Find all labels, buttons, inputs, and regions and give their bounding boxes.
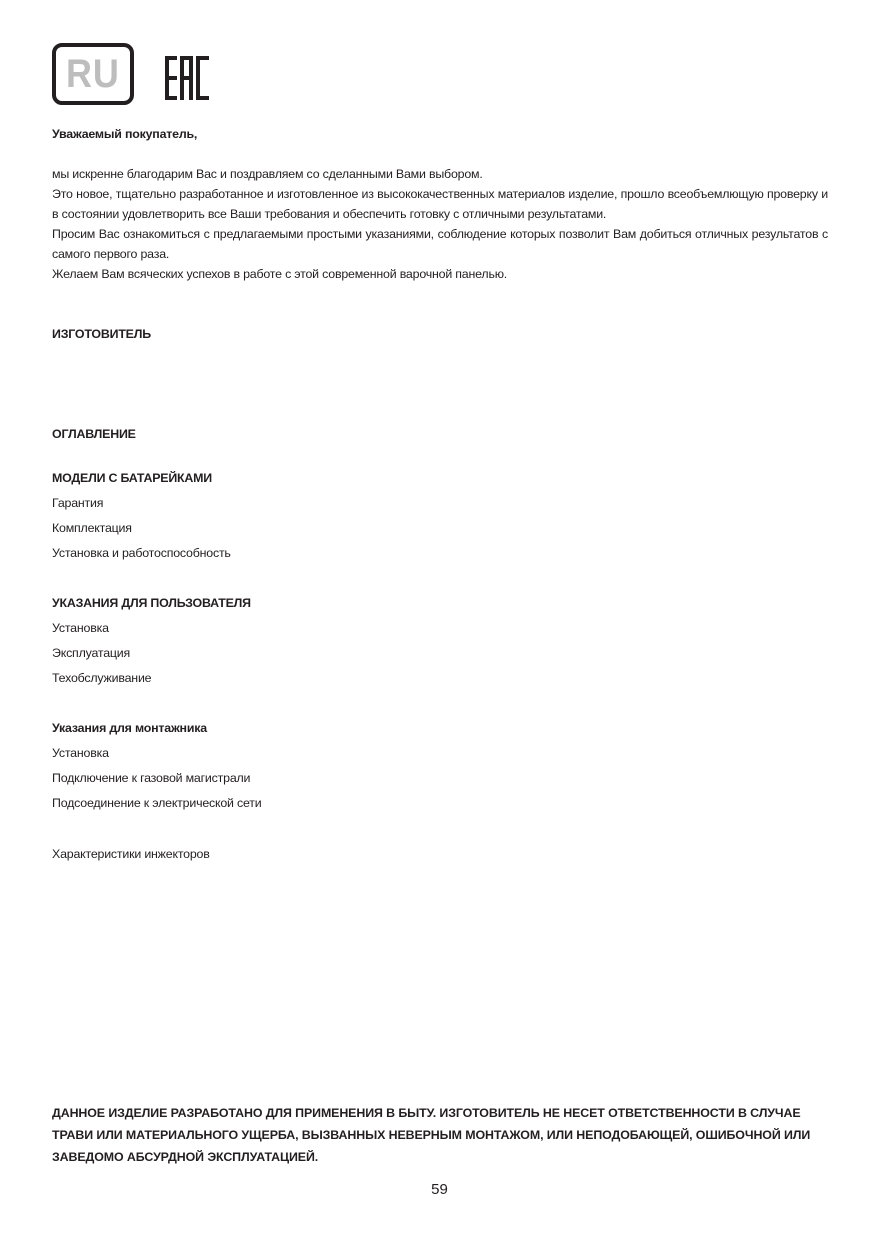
toc-item: Техобслуживание [52,671,152,685]
disclaimer-warning: ДАННОЕ ИЗДЕЛИЕ РАЗРАБОТАНО ДЛЯ ПРИМЕНЕНИЯ В БЫТУ. ИЗГОТОВИТЕЛЬ НЕ НЕСЕТ ОТВЕТСТВЕННОСТИ В СЛУЧАЕ ТРАВИ ИЛИ МАТЕРИАЛЬНОГО УЩЕРБА, ВЫЗВАННЫХ НЕВЕРНЫМ МОНТАЖОМ, ИЛИ НЕПОДОБАЮЩЕЙ, ОШИБОЧНОЙ ИЛИ ЗАВЕДОМО АБСУРДНОЙ ЭКСПЛУАТАЦИЕЙ. [52,1106,811,1164]
intro-text [52,164,828,284]
eac-certification-logo [165,56,209,100]
toc-section [52,593,251,693]
intro-paragraph: мы искренне благодарим Вас и поздравляем со сделанными Вами выбором. [52,167,483,181]
toc-item: Гарантия [52,496,104,510]
intro-paragraph: Желаем Вам всяческих успехов в работе с этой современной варочной панелью. [52,267,508,281]
toc-section [52,718,262,818]
greeting: Уважаемый покупатель, [52,127,198,141]
toc-item: Установка [52,746,109,760]
toc-item: Установка [52,621,109,635]
toc-item: Подключение к газовой магистрали [52,771,251,785]
toc-section-heading: УКАЗАНИЯ ДЛЯ ПОЛЬЗОВАТЕЛЯ [52,596,251,610]
toc-section-heading: Указания для монтажника [52,721,207,735]
ru-badge-label: RU [66,52,120,96]
toc-title: ОГЛАВЛЕНИЕ [52,427,136,441]
toc-section [52,468,231,568]
ru-language-badge [52,43,134,105]
toc-section-heading: МОДЕЛИ С БАТАРЕЙКАМИ [52,471,212,485]
intro-paragraph: Это новое, тщательно разработанное и изготовленное из высококачественных материалов изделие, прошло всеобъемлющую проверку и в состоянии удовлетворить все Ваши требования и обеспечить готовку с отличными результатами. [52,187,828,221]
toc-item: Подсоединение к электрической сети [52,796,262,810]
intro-paragraph: Просим Вас ознакомиться с предлагаемыми простыми указаниями, соблюдение которых позволит Вам добиться отличных результатов с самого первого раза. [52,227,828,261]
manufacturer-heading: ИЗГОТОВИТЕЛЬ [52,327,151,341]
toc-item-injectors [52,844,210,869]
toc-item: Комплектация [52,521,132,535]
page-number: 59 [431,1181,448,1198]
toc-item: Характеристики инжекторов [52,847,210,861]
toc-item: Установка и работоспособность [52,546,231,560]
toc-item: Эксплуатация [52,646,131,660]
